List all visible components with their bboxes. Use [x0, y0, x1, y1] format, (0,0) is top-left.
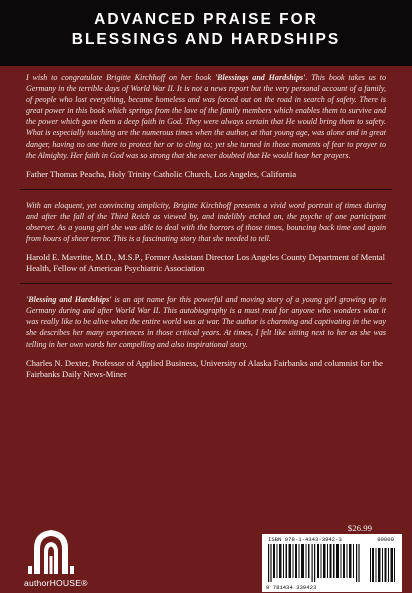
barcode-addon-bars: [370, 544, 396, 582]
barcode-bars: [268, 544, 364, 582]
price: $26.99: [347, 523, 372, 533]
publisher-name: authorHOUSE®: [24, 578, 88, 588]
header-line-1: ADVANCED PRAISE FOR: [94, 11, 318, 28]
barcode: [262, 534, 402, 592]
review-2-text: With an eloquent, yet convincing simplicity, Brigitte Kirchhoff presents a vivid word portrait of times during and after the fall of the Third Reich as viewed by, and indelibly etched on, the psyche of one participant observer. As a young girl she was able to deal with the horrors of those times, bouncing back time and again from hours of sheer terror. This is a fascinating story that she needed to tell.: [26, 200, 386, 244]
review-3-text: 'Blessing and Hardships' is an apt name for this powerful and moving story of a young girl growing up in Germany during and after World War II. This autobiography is a must read for anyone who wonders what it was really like to be alive when the entire world was at war. The author is charming and captivating in the way she describes her many experiences in those critical years. At times, I felt like sitting next to her as she was telling in her own words her compelling and also inspirational story.: [26, 295, 387, 349]
review-3-attribution: Charles N. Dexter, Professor of Applied Business, University of Alaska Fairbanks and columnist for the Fairbanks Daily News-Miner: [26, 357, 383, 379]
header-line-2: BLESSINGS AND HARDSHIPS: [71, 31, 341, 48]
review-1-text: I wish to congratulate Brigitte Kirchhoff on her book 'Blessings and Hardships'. This book takes us to Germany in the terrible days of World War II. It is not a news report but the very personal account of a family, of people who lost everything, became homeless and was forced out on the road in search of safety. There is great power in this book which springs from the love of the family members which enables them to survive and the power which gave them a deep faith in God. They were always certain that He would bring them to safety. What is especially touching are the numerous times when the author, at that young age, was alone and in great danger, having no one there to protect her or to cling to; yet she turned in those moments of fear to prayer to the Almighty. Her faith in God was so strong that she never doubted that He would hear her prayers.: [26, 73, 387, 160]
book-title-mention: 'Blessings and Hardships': [214, 73, 306, 82]
back-cover-header: [0, 0, 412, 66]
isbn-number: ISBN 978-1-4343-3942-3: [268, 536, 342, 543]
barcode-addon-number: 90000: [377, 536, 394, 543]
divider: [20, 189, 392, 190]
review-1-attribution: Father Thomas Peacha, Holy Trinity Catholic Church, Los Angeles, California: [26, 168, 297, 179]
publisher-logo: [24, 526, 108, 586]
barcode-digits: 9 781434 339423: [266, 584, 317, 591]
praise-content: [0, 72, 412, 380]
divider: [20, 283, 392, 284]
authorhouse-logo-icon: [24, 526, 108, 576]
review-2-attribution: Harold E. Mavritte, M.D., M.S.P., Former Assistant Director Los Angeles County Department of Mental Health, Fellow of American Psychiatric Association: [26, 252, 385, 274]
book-title-mention: 'Blessing and Hardships': [26, 295, 112, 305]
